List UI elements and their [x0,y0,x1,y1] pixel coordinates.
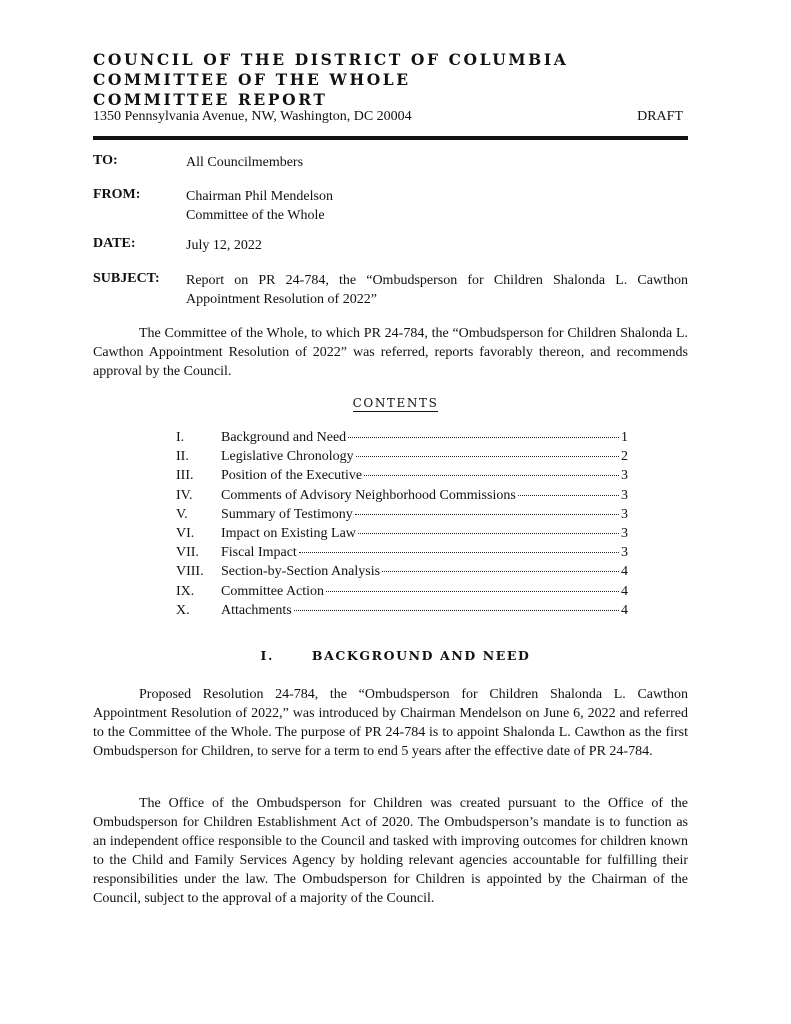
toc-row [176,564,628,583]
toc-row [176,449,628,468]
contents-heading: CONTENTS [352,396,439,410]
toc-number: IX. [176,583,195,599]
toc-number: IV. [176,487,193,503]
to-value: All Councilmembers [186,155,304,170]
toc-number: I. [176,430,185,445]
subject-label: SUBJECT: [93,271,160,286]
toc-leader [294,610,619,611]
toc-title: Committee Action [221,583,325,599]
toc-number: III. [176,468,194,484]
draft-label: DRAFT [637,109,683,124]
council-address: 1350 Pennsylvania Avenue, NW, Washington, DC 20004 [93,109,412,124]
toc-page: 4 [621,583,628,599]
toc-title: Position of the Executive [221,468,363,484]
toc-page: 3 [621,487,628,503]
toc-title: Legislative Chronology [221,449,354,465]
toc-title: Background and Need [221,430,347,445]
toc-page: 2 [621,449,628,465]
toc-number: II. [176,449,189,465]
toc-title: Attachments [221,602,292,618]
date-label: DATE: [93,236,136,251]
toc-leader [326,591,619,592]
from-name: Chairman Phil Mendelson [186,189,333,204]
toc-row [176,603,628,622]
toc-row [176,526,628,545]
toc-row [176,584,628,603]
background-paragraph-2: The Office of the Ombudsperson for Children was created pursuant to the Office of the Ombudsperson for Children Establishment Act of 2020. The Ombudsperson’s mandate is to function as an independent office responsible to the Council and tasked with improving outcomes for children known to the Child and Family Services Agency by holding relevant agencies accountable for fulfilling their responsibilities under the law. The Ombudsperson for Children is appointed by the Chairman of the Council, subject to the approval of a majority of the Council. [93,796,688,906]
committee-title: COMMITTEE OF THE WHOLE [93,70,411,89]
toc-leader [518,495,619,496]
section-number: I. [260,648,274,663]
section-heading [0,648,791,663]
toc-row [176,488,628,507]
subject-value: Report on PR 24-784, the “Ombudsperson for Children Shalonda L. Cawthon Appointment Resolution of 2022” [186,273,688,307]
header-rule [93,136,688,140]
toc-number: VIII. [176,564,204,580]
toc-title: Section-by-Section Analysis [221,564,381,580]
toc-leader [358,533,619,534]
table-of-contents [176,430,628,622]
date-value: July 12, 2022 [186,238,262,253]
toc-row [176,430,628,449]
toc-page: 1 [621,430,628,445]
council-title: COUNCIL OF THE DISTRICT OF COLUMBIA [93,50,569,69]
toc-row [176,507,628,526]
toc-page: 3 [621,506,628,522]
toc-page: 3 [621,468,628,484]
toc-title: Impact on Existing Law [221,525,356,541]
toc-page: 3 [621,525,628,541]
toc-leader [348,437,619,438]
toc-number: VI. [176,525,195,541]
from-label: FROM: [93,187,141,202]
toc-number: V. [176,506,188,522]
toc-row [176,545,628,564]
toc-page: 4 [621,602,628,618]
toc-title: Fiscal Impact [221,545,297,561]
to-label: TO: [93,153,118,168]
toc-leader [355,514,619,515]
from-committee: Committee of the Whole [186,208,325,223]
report-title: COMMITTEE REPORT [93,90,328,109]
toc-leader [382,571,619,572]
toc-title: Summary of Testimony [221,506,353,522]
toc-leader [364,475,619,476]
toc-leader [299,552,619,553]
intro-paragraph: The Committee of the Whole, to which PR 24-784, the “Ombudsperson for Children Shalonda L. Cawthon Appointment Resolution of 2022” was referred, reports favorably thereon, and recommends approval by the Council. [93,326,688,379]
toc-leader [356,456,619,457]
toc-number: VII. [176,545,199,561]
section-title: BACKGROUND AND NEED [311,648,531,663]
toc-page: 4 [621,564,628,580]
background-paragraph-1: Proposed Resolution 24-784, the “Ombudsperson for Children Shalonda L. Cawthon Appointment Resolution of 2022,” was introduced by Chairman Mendelson on June 6, 2022 and referred to the Committee of the Whole. The purpose of PR 24-784 is to appoint Shalonda L. Cawthon as the first Ombudsperson for Children, to serve for a term to end 5 years after the effective date of PR 24-784. [93,687,688,759]
toc-page: 3 [621,545,628,561]
toc-row [176,468,628,487]
toc-title: Comments of Advisory Neighborhood Commissions [221,487,516,503]
toc-number: X. [176,602,190,618]
